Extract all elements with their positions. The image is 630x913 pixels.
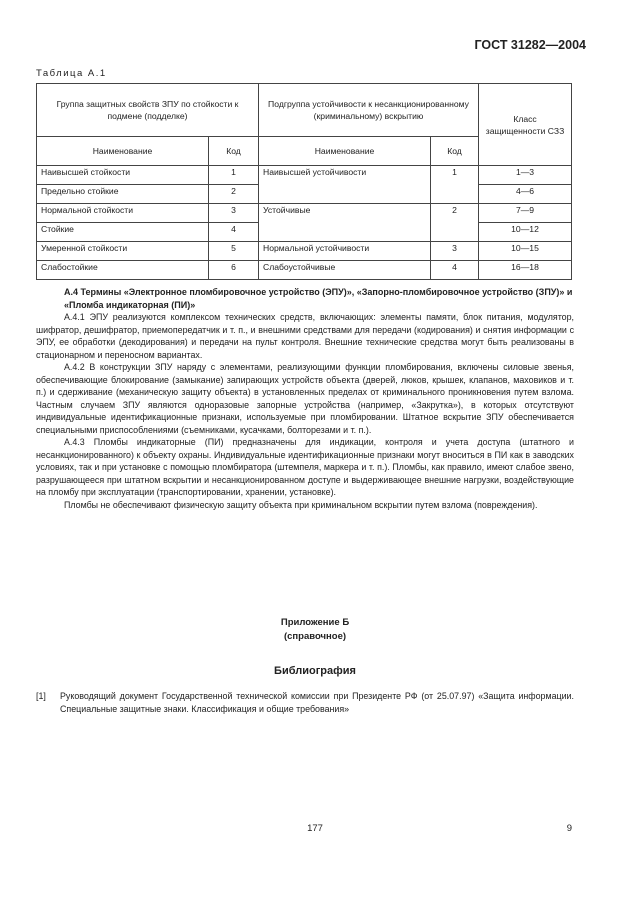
row-name2: Устойчивые <box>259 204 431 223</box>
annex-title: Приложение Б <box>280 617 350 628</box>
col2-header: Подгруппа устойчивости к несанкционированному (криминальному) вскрытию <box>259 84 479 137</box>
paragraph-a42: А.4.2 В конструкции ЗПУ наряду с элементами, реализующими функции пломбирования, включены силовые звенья, обеспечивающие блокирование (замыкание) запирающих устройств объекта (дверей, люков, крышек, клапанов, маховиков и т. п.) и сдерживание (механическую защиту объекта) в установленных пределах от криминального проникновения путем взлома. Частным случаем ЗПУ являются одноразовые запорные устройства (например, «Закрутка»), в которых отсутствуют индивидуальные идентификационные признаки, используемые при пломбировании. Штатное вскрытие ЗПУ обеспечивается специальными приспособлениями (съемниками, кусачками, болторезами и т. п.). <box>36 362 574 435</box>
row-class: 10—12 <box>479 223 572 242</box>
row-code1: 1 <box>209 166 259 185</box>
row-code1: 3 <box>209 204 259 223</box>
row-name1: Стойкие <box>37 223 209 242</box>
document-header: ГОСТ 31282—2004 <box>474 38 586 52</box>
row-code1: 2 <box>209 185 259 204</box>
row-class: 10—15 <box>479 242 572 261</box>
table-caption: Таблица А.1 <box>36 68 107 79</box>
section-a4-body <box>36 311 574 511</box>
section-a4-title: А.4 Термины «Электронное пломбировочное устройство (ЭПУ)», «Запорно-пломбировочное устройство (ЗПУ)» и «Пломба индикаторная (ПИ)» <box>64 287 573 310</box>
row-class: 7—9 <box>479 204 572 223</box>
bibliography-text: Руководящий документ Государственной технической комиссии при Президенте РФ (от 25.07.97) «Защита информации. Специальные защитные знаки. Классификация и общие требования» <box>60 691 574 714</box>
row-name1: Слабостойкие <box>37 261 209 280</box>
row-code2 <box>431 185 479 204</box>
col1-header: Группа защитных свойств ЗПУ по стойкости к подмене (подделке) <box>37 84 259 137</box>
table-row <box>37 204 572 223</box>
subheader-code1: Код <box>209 137 259 166</box>
annex-heading <box>0 616 630 644</box>
row-name2 <box>259 185 431 204</box>
row-code2 <box>431 223 479 242</box>
bibliography-title: Библиография <box>274 665 356 677</box>
page-number-center: 177 <box>307 823 323 834</box>
table-row <box>37 242 572 261</box>
page-number-right: 9 <box>566 823 572 834</box>
subheader-name1: Наименование <box>37 137 209 166</box>
bibliography-entry <box>36 690 574 716</box>
row-code2: 2 <box>431 204 479 223</box>
paragraph-a41: А.4.1 ЭПУ реализуются комплексом технических средств, включающих: элементы памяти, блок питания, модулятор, шифратор, дешифратор, приемопередатчик и т. п., и внешними средствами для передачи (кодирования) и снятия информации с ЭПУ, ее обработки (декодирования) и передачи на пульт контроля. Внешние технические средства могут быть реализованы в стационарном и переносном вариантах. <box>36 312 574 360</box>
table-row <box>37 261 572 280</box>
annex-subtitle: (справочное) <box>283 631 347 642</box>
row-name2: Наивысшей устойчивости <box>259 166 431 185</box>
table-row <box>37 185 572 204</box>
row-code2: 3 <box>431 242 479 261</box>
row-code1: 4 <box>209 223 259 242</box>
row-name2: Нормальной устойчивости <box>259 242 431 261</box>
row-name1: Наивысшей стойкости <box>37 166 209 185</box>
row-name2: Слабоустойчивые <box>259 261 431 280</box>
row-name1: Нормальной стойкости <box>37 204 209 223</box>
row-code1: 6 <box>209 261 259 280</box>
row-code2: 1 <box>431 166 479 185</box>
table-row <box>37 166 572 185</box>
row-class: 4—6 <box>479 185 572 204</box>
col3-header: Класс защищенности СЗЗ <box>479 84 572 166</box>
row-name2 <box>259 223 431 242</box>
row-class: 1—3 <box>479 166 572 185</box>
paragraph-a43: А.4.3 Пломбы индикаторные (ПИ) предназначены для индикации, контроля и учета доступа (штатного и несанкционированного) к объекту охраны. Индивидуальные идентификационные признаки могут вноситься в ПИ как в заводских условиях, так и при установке с помощью пломбиратора (штемпеля, маркера и т. п.). Пломбы, как правило, имеют слабое звено, разрушающееся при штатном вскрытии и несанкционированном доступе и выдерживающее внешние нагрузки, воздействующие на пломбу при эксплуатации (транспортировании, хранении, установке). <box>36 437 574 497</box>
row-class: 16—18 <box>479 261 572 280</box>
table-row <box>37 223 572 242</box>
subheader-code2: Код <box>431 137 479 166</box>
row-code2: 4 <box>431 261 479 280</box>
row-name1: Умеренной стойкости <box>37 242 209 261</box>
paragraph-seals-note: Пломбы не обеспечивают физическую защиту объекта при криминальном вскрытии путем взлома (повреждения). <box>64 499 538 510</box>
classification-table <box>36 83 572 280</box>
row-code1: 5 <box>209 242 259 261</box>
row-name1: Предельно стойкие <box>37 185 209 204</box>
subheader-name2: Наименование <box>259 137 431 166</box>
bibliography-number: [1] <box>36 691 46 701</box>
